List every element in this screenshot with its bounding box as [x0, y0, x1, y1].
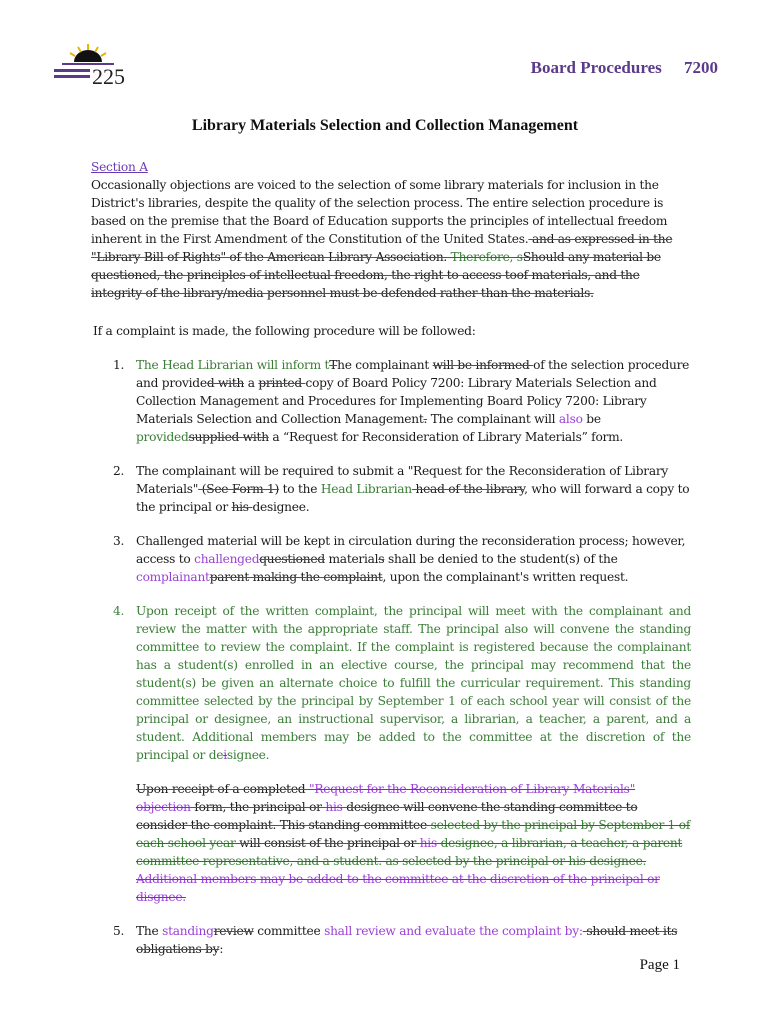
procedure-intro: If a complaint is made, the following procedure will be followed: [93, 324, 476, 338]
procedure-list-continued [91, 922, 691, 958]
list-item: 1. The Head Librarian will inform tThe complainant will be informed of the selection procedure and provided with a printed copy of Board Policy 7200: Library Materials Selection and Collection Management and Procedures for Implementing Board Policy 7200: Library Materials Selection and Collection Management. The complainant will also be providedsupplied with a “Request for Reconsideration of Library Materials” form. [113, 358, 690, 444]
page-number: Page 1 [639, 957, 680, 973]
document-title: Library Materials Selection and Collection Management [191, 117, 579, 134]
list-item: 3. Challenged material will be kept in circulation during the reconsideration process; however, access to challengedquestioned materials shall be denied to the student(s) of the complainantparent making the complaint, upon the complainant's written request. [113, 534, 686, 584]
procedure-list [91, 356, 691, 764]
list-item: 2. The complainant will be required to submit a "Request for the Reconsideration of Library Materials" (See Form 1) to the Head Librarian head of the library, who will forward a copy to the principal or his designee. [113, 464, 690, 514]
header-number: 7200 [684, 58, 718, 77]
section-link[interactable]: Section A [91, 160, 148, 174]
document-body [91, 158, 691, 974]
struck-paragraph: Upon receipt of a completed "Request for the Reconsideration of Library Materials" objection form, the principal or his designee will convene the standing committee to consider the complaint. This standing committee selected by the principal by September 1 of each school year will consist of the principal or his designee, a librarian, a teacher, a parent committee representative, and a student. as selected by the principal or his designee. Additional members may be added to the committee at the discretion of the principal or disgnee. [136, 782, 691, 904]
district-logo [52, 42, 130, 92]
intro-paragraph: Occasionally objections are voiced to the selection of some library materials for inclusion in the District's libraries, despite the quality of the selection process. The entire selection procedure is based on the premise that the Board of Education supports the principles of intellectual freedom inherent in the First Amendment of the Constitution of the United States. and as expressed in the "Library Bill of Rights" of the American Library Association. Therefore, sShould any material be questioned, the principles of intellectual freedom, the right to access toof materials, and the integrity of the library/media personnel must be defended rather than the materials. [91, 178, 673, 300]
header-title: Board Procedures [530, 58, 662, 77]
header [513, 58, 718, 78]
list-item: 5. The standingreview committee shall review and evaluate the complaint by: should meet its obligations by: [113, 924, 678, 956]
logo-number: 225 [92, 64, 125, 89]
list-item: 4. Upon receipt of the written complaint, the principal will meet with the complainant and review the matter with the appropriate staff. The principal also will convene the standing committee to review the complaint. If the complaint is registered because the complainant has a student(s) enrolled in an elective course, the principal may recommend that the student(s) be given an alternate choice to fulfill the curricular requirement. This standing committee selected by the principal by September 1 of each school year will consist of the principal or designee, an instructional supervisor, a librarian, a teacher, a parent, and a student. Additional members may be added to the committee at the discretion of the principal or deisignee. [113, 604, 691, 762]
sunburst-icon [62, 44, 114, 65]
